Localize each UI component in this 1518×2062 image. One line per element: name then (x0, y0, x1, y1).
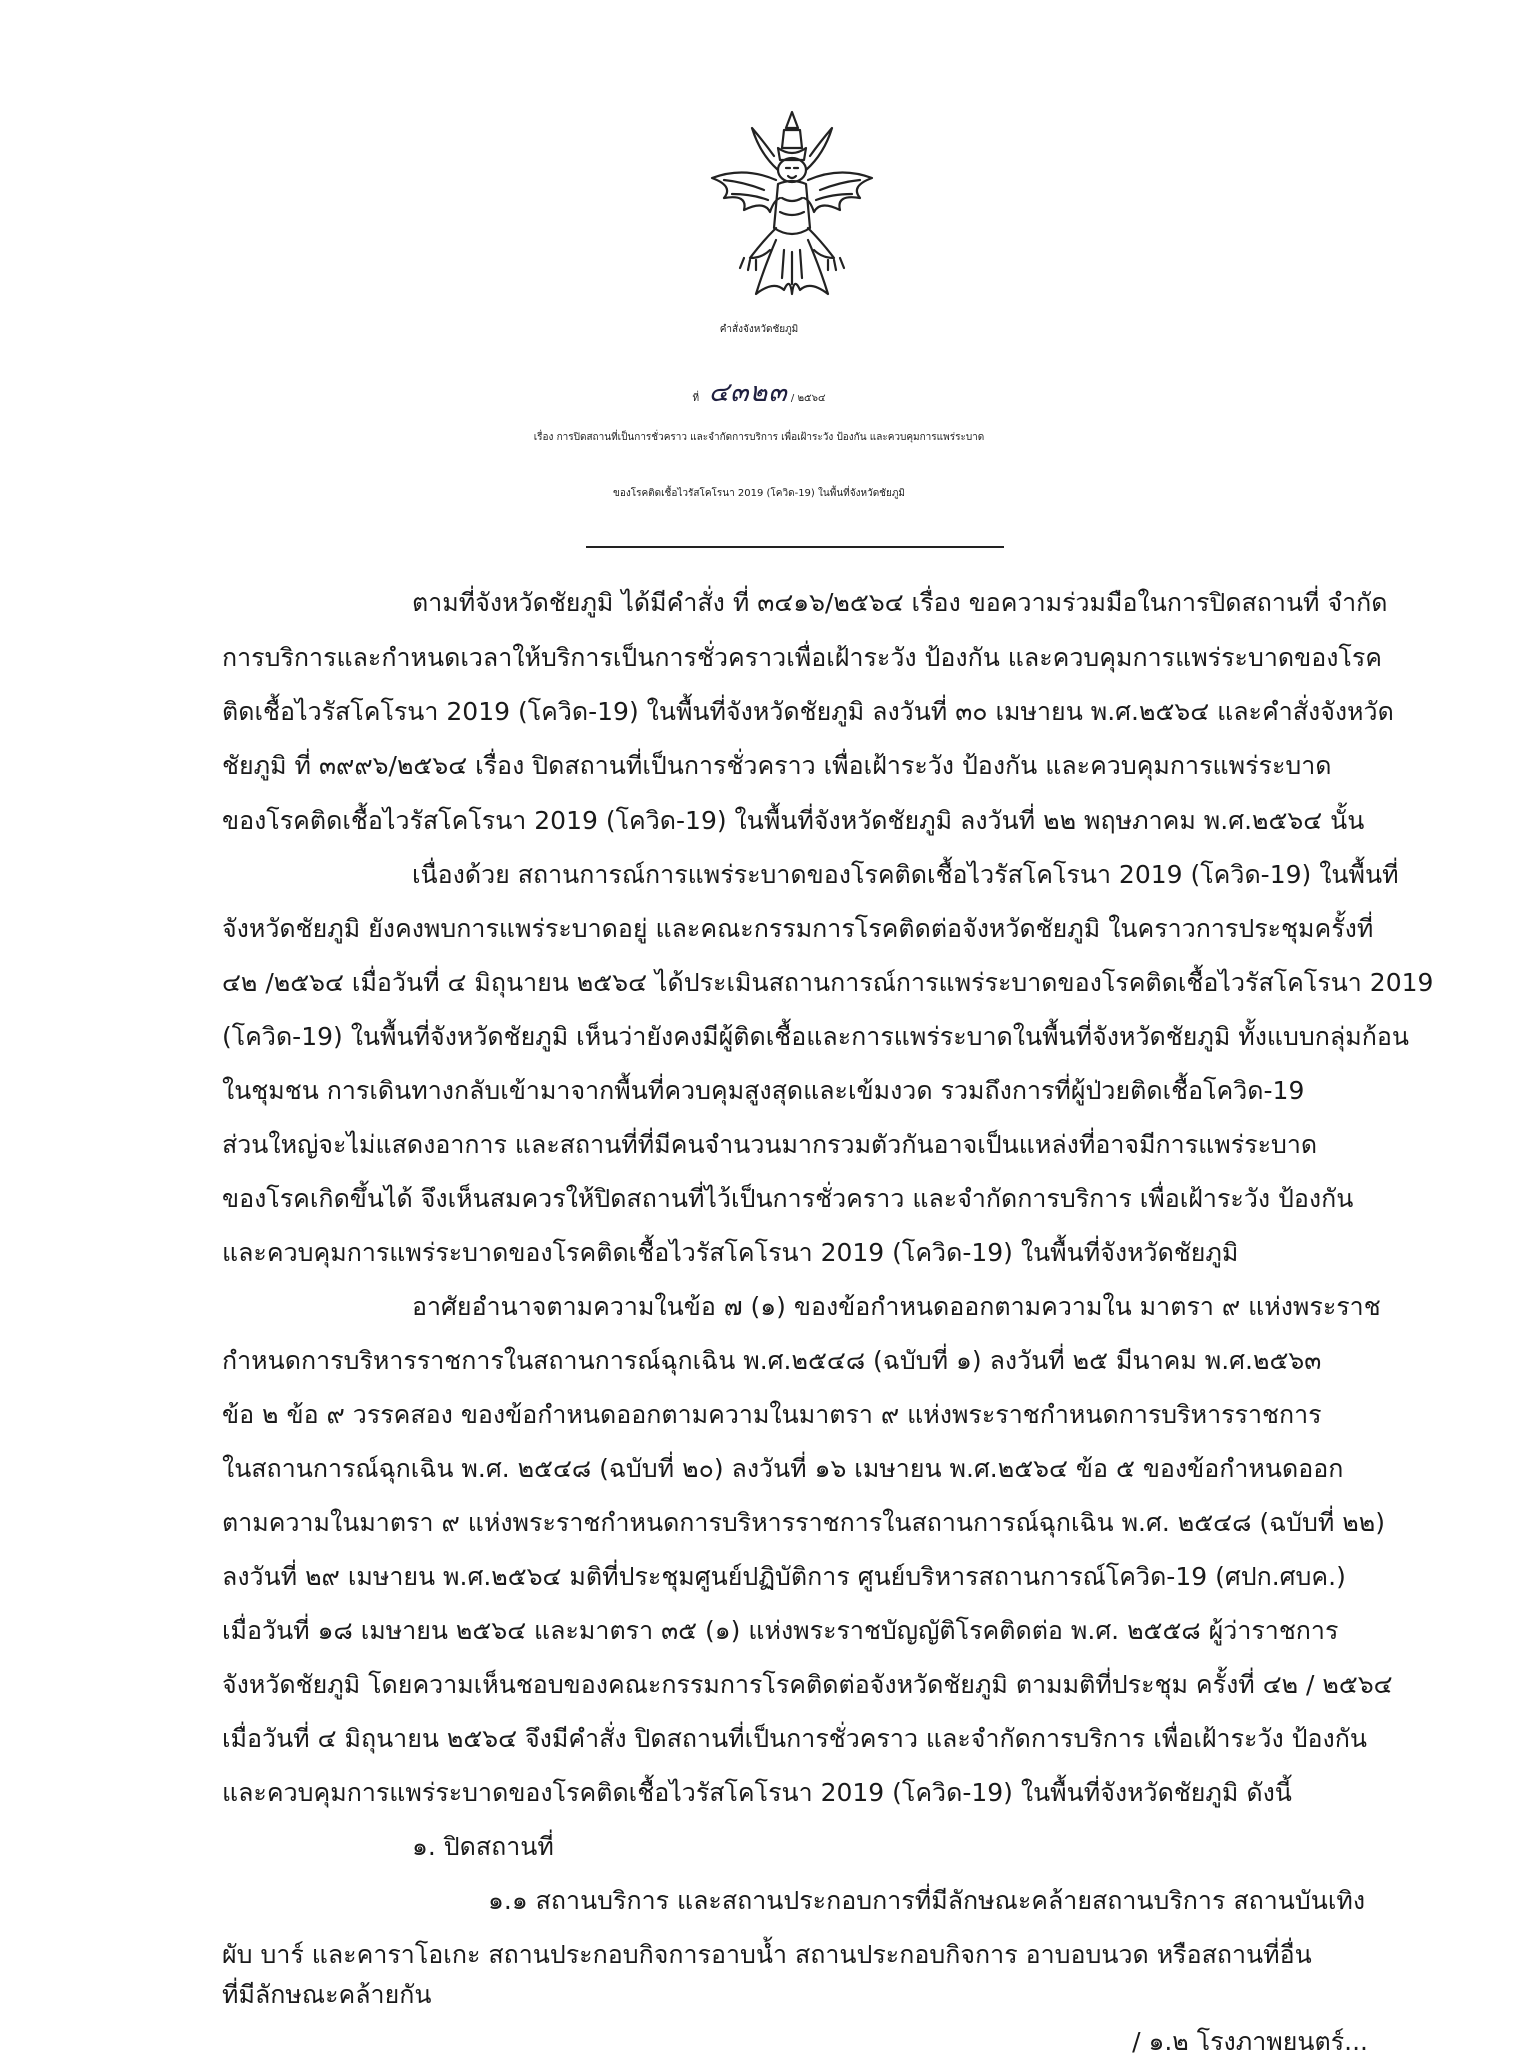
header-divider (586, 546, 1004, 548)
body-line: (โควิด-19) ในพื้นที่จังหวัดชัยภูมิ เห็นว่ายังคงมีผู้ติดเชื้อและการแพร่ระบาดในพื้นที่จังหวัดชัยภูมิ ทั้งแบบกลุ่มก้อน (222, 1022, 1409, 1051)
next-page-marker: / ๑.๒ โรงภาพยนตร์... (1132, 2027, 1368, 2056)
body-line: จังหวัดชัยภูมิ โดยความเห็นชอบของคณะกรรมการโรคติดต่อจังหวัดชัยภูมิ ตามมติที่ประชุม ครั้งที่ ๔๒ / ๒๕๖๔ (222, 1670, 1393, 1699)
body-line: ของโรคติดเชื้อไวรัสโคโรนา 2019 (โควิด-19) ในพื้นที่จังหวัดชัยภูมิ ลงวันที่ ๒๒ พฤษภาคม พ.ศ.๒๕๖๔ นั้น (222, 806, 1365, 835)
document-number-label: ที่ (692, 393, 700, 404)
body-line: ของโรคเกิดขึ้นได้ จึงเห็นสมควรให้ปิดสถานที่ไว้เป็นการชั่วคราว และจำกัดการบริการ เพื่อเฝ้าระวัง ป้องกัน (222, 1184, 1354, 1213)
body-line: การบริการและกำหนดเวลาให้บริการเป็นการชั่วคราวเพื่อเฝ้าระวัง ป้องกัน และควบคุมการแพร่ระบาดของโรค (222, 643, 1382, 672)
body-line: ชัยภูมิ ที่ ๓๙๙๖/๒๕๖๔ เรื่อง ปิดสถานที่เป็นการชั่วคราว เพื่อเฝ้าระวัง ป้องกัน และควบคุมการแพร่ระบาด (222, 751, 1332, 780)
document-number-value: ๔๓๒๓ (708, 377, 788, 408)
document-title: คำสั่งจังหวัดชัยภูมิ (719, 324, 799, 335)
body-line: ในสถานการณ์ฉุกเฉิน พ.ศ. ๒๕๔๘ (ฉบับที่ ๒๐) ลงวันที่ ๑๖ เมษายน พ.ศ.๒๕๖๔ ข้อ ๕ ของข้อกำหนดออก (222, 1454, 1344, 1483)
body-line: ติดเชื้อไวรัสโคโรนา 2019 (โควิด-19) ในพื้นที่จังหวัดชัยภูมิ ลงวันที่ ๓๐ เมษายน พ.ศ.๒๕๖๔ และคำสั่งจังหวัด (222, 697, 1394, 726)
body-line: อาศัยอำนาจตามความในข้อ ๗ (๑) ของข้อกำหนดออกตามความใน มาตรา ๙ แห่งพระราช (412, 1292, 1381, 1321)
body-line: และควบคุมการแพร่ระบาดของโรคติดเชื้อไวรัสโคโรนา 2019 (โควิด-19) ในพื้นที่จังหวัดชัยภูมิ (222, 1238, 1239, 1267)
subject-line-2: ของโรคติดเชื้อไวรัสโคโรนา 2019 (โควิด-19) ในพื้นที่จังหวัดชัยภูมิ (612, 488, 906, 499)
body-line: ๑.๑ สถานบริการ และสถานประกอบการที่มีลักษณะคล้ายสถานบริการ สถานบันเทิง (488, 1886, 1366, 1915)
document-number (0, 370, 1518, 413)
section-heading: ๑. ปิดสถานที่ (412, 1832, 554, 1861)
body-line: และควบคุมการแพร่ระบาดของโรคติดเชื้อไวรัสโคโรนา 2019 (โควิด-19) ในพื้นที่จังหวัดชัยภูมิ ดังนี้ (222, 1778, 1292, 1807)
body-line: ส่วนใหญ่จะไม่แสดงอาการ และสถานที่ที่มีคนจำนวนมากรวมตัวกันอาจเป็นแหล่งที่อาจมีการแพร่ระบาด (222, 1130, 1318, 1159)
body-line: จังหวัดชัยภูมิ ยังคงพบการแพร่ระบาดอยู่ และคณะกรรมการโรคติดต่อจังหวัดชัยภูมิ ในคราวการประชุมครั้งที่ (222, 914, 1374, 943)
body-line: ลงวันที่ ๒๙ เมษายน พ.ศ.๒๕๖๔ มติที่ประชุมศูนย์ปฏิบัติการ ศูนย์บริหารสถานการณ์โควิด-19 (ศปก.ศบค.) (222, 1562, 1346, 1591)
body-line: ที่มีลักษณะคล้ายกัน (222, 1980, 432, 2009)
body-line: ผับ บาร์ และคาราโอเกะ สถานประกอบกิจการอาบน้ำ สถานประกอบกิจการ อาบอบนวด หรือสถานที่อื่น (222, 1940, 1312, 1969)
body-line: ๔๒ /๒๕๖๔ เมื่อวันที่ ๔ มิถุนายน ๒๕๖๔ ได้ประเมินสถานการณ์การแพร่ระบาดของโรคติดเชื้อไวรัสโคโรนา 2019 (222, 968, 1434, 997)
body-line: ข้อ ๒ ข้อ ๙ วรรคสอง ของข้อกำหนดออกตามความในมาตรา ๙ แห่งพระราชกำหนดการบริหารราชการ (222, 1400, 1322, 1429)
body-line: เมื่อวันที่ ๔ มิถุนายน ๒๕๖๔ จึงมีคำสั่ง ปิดสถานที่เป็นการชั่วคราว และจำกัดการบริการ เพื่อเฝ้าระวัง ป้องกัน (222, 1724, 1367, 1753)
body-line: ในชุมชน การเดินทางกลับเข้ามาจากพื้นที่ควบคุมสูงสุดและเข้มงวด รวมถึงการที่ผู้ป่วยติดเชื้อโควิด-19 (222, 1076, 1305, 1105)
body-line: เนื่องด้วย สถานการณ์การแพร่ระบาดของโรคติดเชื้อไวรัสโคโรนา 2019 (โควิด-19) ในพื้นที่ (412, 860, 1399, 889)
body-line: เมื่อวันที่ ๑๘ เมษายน ๒๕๖๔ และมาตรา ๓๕ (๑) แห่งพระราชบัญญัติโรคติดต่อ พ.ศ. ๒๕๕๘ ผู้ว่าราชการ (222, 1616, 1339, 1645)
body-line: ตามความในมาตรา ๙ แห่งพระราชกำหนดการบริหารราชการในสถานการณ์ฉุกเฉิน พ.ศ. ๒๕๔๘ (ฉบับที่ ๒๒) (222, 1508, 1385, 1537)
body-line: กำหนดการบริหารราชการในสถานการณ์ฉุกเฉิน พ.ศ.๒๕๔๘ (ฉบับที่ ๑) ลงวันที่ ๒๕ มีนาคม พ.ศ.๒๕๖๓ (222, 1346, 1322, 1375)
body-line: ตามที่จังหวัดชัยภูมิ ได้มีคำสั่ง ที่ ๓๔๑๖/๒๕๖๔ เรื่อง ขอความร่วมมือในการปิดสถานที่ จำกัด (412, 588, 1388, 617)
garuda-emblem-icon (704, 108, 880, 304)
subject-line-1: เรื่อง การปิดสถานที่เป็นการชั่วคราว และจำกัดการบริการ เพื่อเฝ้าระวัง ป้องกัน และควบคุมการแพร่ระบาด (533, 432, 985, 443)
document-year: / ๒๕๖๔ (790, 393, 826, 404)
